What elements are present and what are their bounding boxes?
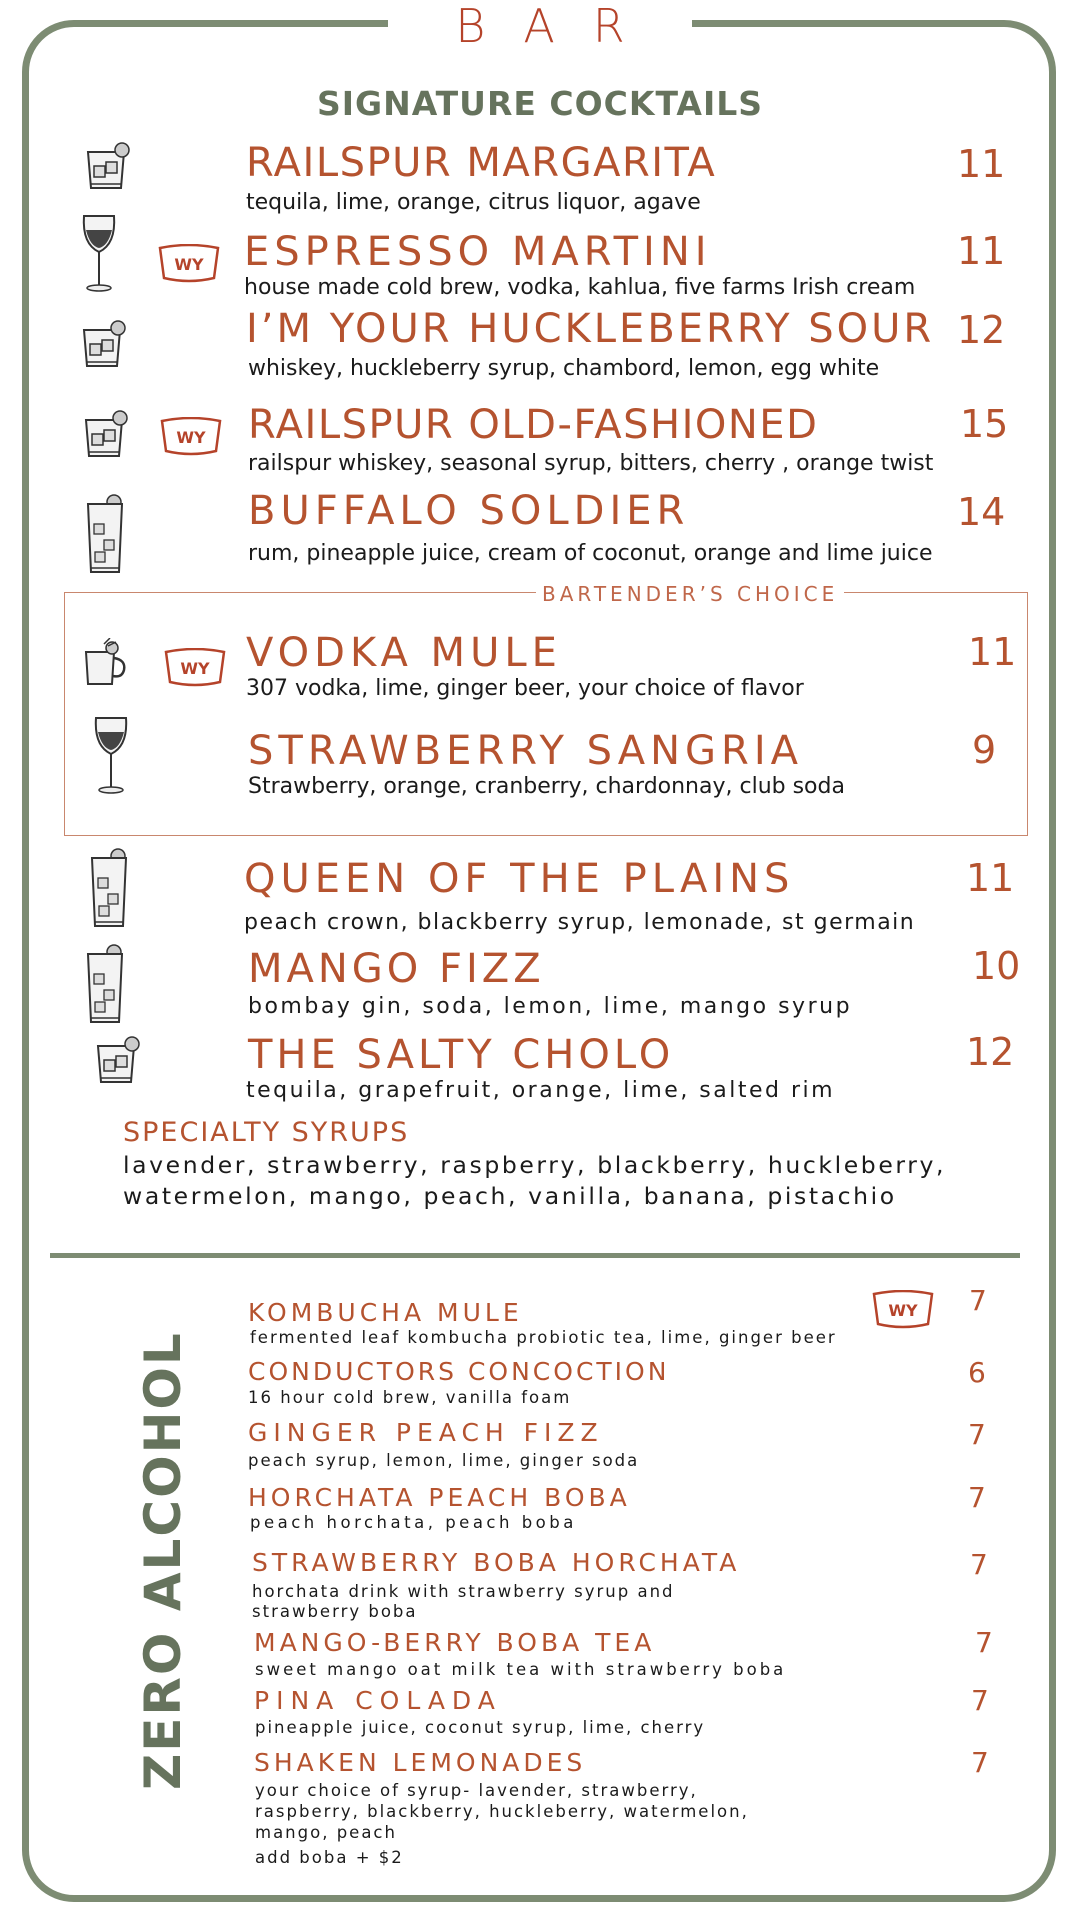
drink-description: tequila, lime, orange, citrus liquor, agave bbox=[246, 190, 701, 215]
zero-alcohol-price: 7 bbox=[968, 1418, 986, 1451]
drink-name: QUEEN OF THE PLAINS bbox=[244, 856, 795, 902]
drink-price: 12 bbox=[957, 308, 1006, 352]
description-line: add boba + $2 bbox=[255, 1848, 404, 1867]
bartenders-choice-label: BARTENDER’S CHOICE bbox=[536, 582, 844, 606]
drink-price: 14 bbox=[957, 490, 1006, 534]
drink-name: BUFFALO SOLDIER bbox=[248, 488, 690, 534]
syrups-line: lavender, strawberry, raspberry, blackberry, huckleberry, bbox=[123, 1151, 947, 1179]
drink-price: 10 bbox=[972, 944, 1021, 988]
menu-title: BAR bbox=[388, 0, 692, 48]
drink-price: 12 bbox=[966, 1030, 1015, 1074]
description-line: raspberry, blackberry, huckleberry, watermelon, bbox=[255, 1802, 749, 1821]
zero-alcohol-heading: ZERO ALCOHOL bbox=[134, 1331, 192, 1790]
highball-glass-icon bbox=[84, 944, 128, 1028]
zero-alcohol-price: 7 bbox=[975, 1626, 993, 1659]
mule-mug-icon bbox=[82, 638, 128, 688]
zero-alcohol-description bbox=[255, 1780, 749, 1868]
wy-badge-icon bbox=[158, 244, 220, 284]
signature-cocktails-heading: SIGNATURE COCKTAILS bbox=[316, 84, 764, 123]
zero-alcohol-price: 7 bbox=[970, 1548, 988, 1581]
zero-alcohol-name: KOMBUCHA MULE bbox=[248, 1298, 523, 1327]
zero-alcohol-description: sweet mango oat milk tea with strawberry boba bbox=[255, 1660, 787, 1679]
drink-price: 11 bbox=[968, 630, 1017, 674]
drink-description: house made cold brew, vodka, kahlua, five farms Irish cream bbox=[244, 275, 916, 300]
wy-badge-icon bbox=[160, 417, 222, 457]
drink-name: THE SALTY CHOLO bbox=[248, 1032, 675, 1078]
description-line: mango, peach bbox=[255, 1823, 397, 1842]
zero-alcohol-name: STRAWBERRY BOBA HORCHATA bbox=[252, 1548, 741, 1577]
specialty-syrups-title: SPECIALTY SYRUPS bbox=[123, 1117, 410, 1148]
zero-alcohol-name: CONDUCTORS CONCOCTION bbox=[248, 1357, 670, 1386]
drink-name: RAILSPUR MARGARITA bbox=[246, 140, 717, 186]
zero-alcohol-description: fermented leaf kombucha probiotic tea, lime, ginger beer bbox=[250, 1328, 837, 1347]
bartenders-choice-box bbox=[64, 592, 1028, 836]
zero-alcohol-description: 16 hour cold brew, vanilla foam bbox=[248, 1388, 572, 1407]
drink-description: whiskey, huckleberry syrup, chambord, lemon, egg white bbox=[248, 356, 880, 381]
drink-price: 9 bbox=[972, 728, 997, 772]
rocks-glass-icon bbox=[80, 320, 130, 374]
zero-alcohol-description bbox=[252, 1582, 675, 1622]
zero-alcohol-price: 7 bbox=[971, 1684, 989, 1717]
zero-alcohol-description: pineapple juice, coconut syrup, lime, cherry bbox=[255, 1718, 706, 1737]
zero-alcohol-price: 7 bbox=[969, 1284, 987, 1317]
highball-glass-icon bbox=[88, 848, 132, 932]
zero-alcohol-name: PINA COLADA bbox=[254, 1686, 502, 1715]
drink-name: VODKA MULE bbox=[246, 630, 562, 676]
description-line: strawberry boba bbox=[252, 1602, 418, 1621]
rocks-glass-icon bbox=[84, 142, 134, 194]
wine-glass-icon bbox=[78, 214, 122, 294]
drink-name: I’M YOUR HUCKLEBERRY SOUR bbox=[246, 306, 935, 352]
description-line: your choice of syrup- lavender, strawberry, bbox=[255, 1781, 698, 1800]
zero-alcohol-name: HORCHATA PEACH BOBA bbox=[248, 1483, 631, 1512]
wine-glass-icon bbox=[90, 716, 134, 796]
drink-description: Strawberry, orange, cranberry, chardonnay, club soda bbox=[248, 774, 845, 799]
drink-name: MANGO FIZZ bbox=[248, 946, 545, 992]
drink-price: 11 bbox=[957, 142, 1006, 186]
zero-alcohol-price: 7 bbox=[971, 1746, 989, 1779]
description-line: horchata drink with strawberry syrup and bbox=[252, 1582, 675, 1601]
drink-name: RAILSPUR OLD-FASHIONED bbox=[248, 402, 819, 448]
rocks-glass-icon bbox=[82, 410, 128, 460]
drink-price: 11 bbox=[966, 856, 1015, 900]
drink-description: bombay gin, soda, lemon, lime, mango syrup bbox=[248, 994, 853, 1019]
section-divider bbox=[50, 1253, 1020, 1258]
syrups-line: watermelon, mango, peach, vanilla, banana, pistachio bbox=[123, 1182, 897, 1210]
zero-alcohol-name: GINGER PEACH FIZZ bbox=[248, 1418, 604, 1447]
drink-description: peach crown, blackberry syrup, lemonade, st germain bbox=[244, 910, 916, 935]
wy-badge-icon bbox=[872, 1290, 934, 1330]
zero-alcohol-price: 6 bbox=[968, 1356, 986, 1389]
highball-glass-icon bbox=[84, 494, 128, 578]
drink-price: 15 bbox=[960, 402, 1009, 446]
drink-name: ESPRESSO MARTINI bbox=[244, 229, 712, 275]
drink-description: railspur whiskey, seasonal syrup, bitters, cherry , orange twist bbox=[248, 451, 934, 476]
zero-alcohol-price: 7 bbox=[968, 1481, 986, 1514]
drink-price: 11 bbox=[957, 229, 1006, 273]
zero-alcohol-name: MANGO-BERRY BOBA TEA bbox=[254, 1628, 656, 1657]
zero-alcohol-description: peach horchata, peach boba bbox=[250, 1513, 577, 1532]
specialty-syrups-list bbox=[123, 1150, 946, 1212]
drink-description: rum, pineapple juice, cream of coconut, orange and lime juice bbox=[248, 541, 933, 566]
drink-name: STRAWBERRY SANGRIA bbox=[248, 728, 803, 774]
zero-alcohol-name: SHAKEN LEMONADES bbox=[254, 1748, 587, 1777]
wy-badge-icon bbox=[164, 648, 226, 688]
zero-alcohol-description: peach syrup, lemon, lime, ginger soda bbox=[248, 1451, 640, 1470]
drink-description: tequila, grapefruit, orange, lime, salted rim bbox=[246, 1078, 836, 1103]
rocks-glass-icon bbox=[94, 1036, 144, 1090]
drink-description: 307 vodka, lime, ginger beer, your choice of flavor bbox=[246, 676, 804, 701]
